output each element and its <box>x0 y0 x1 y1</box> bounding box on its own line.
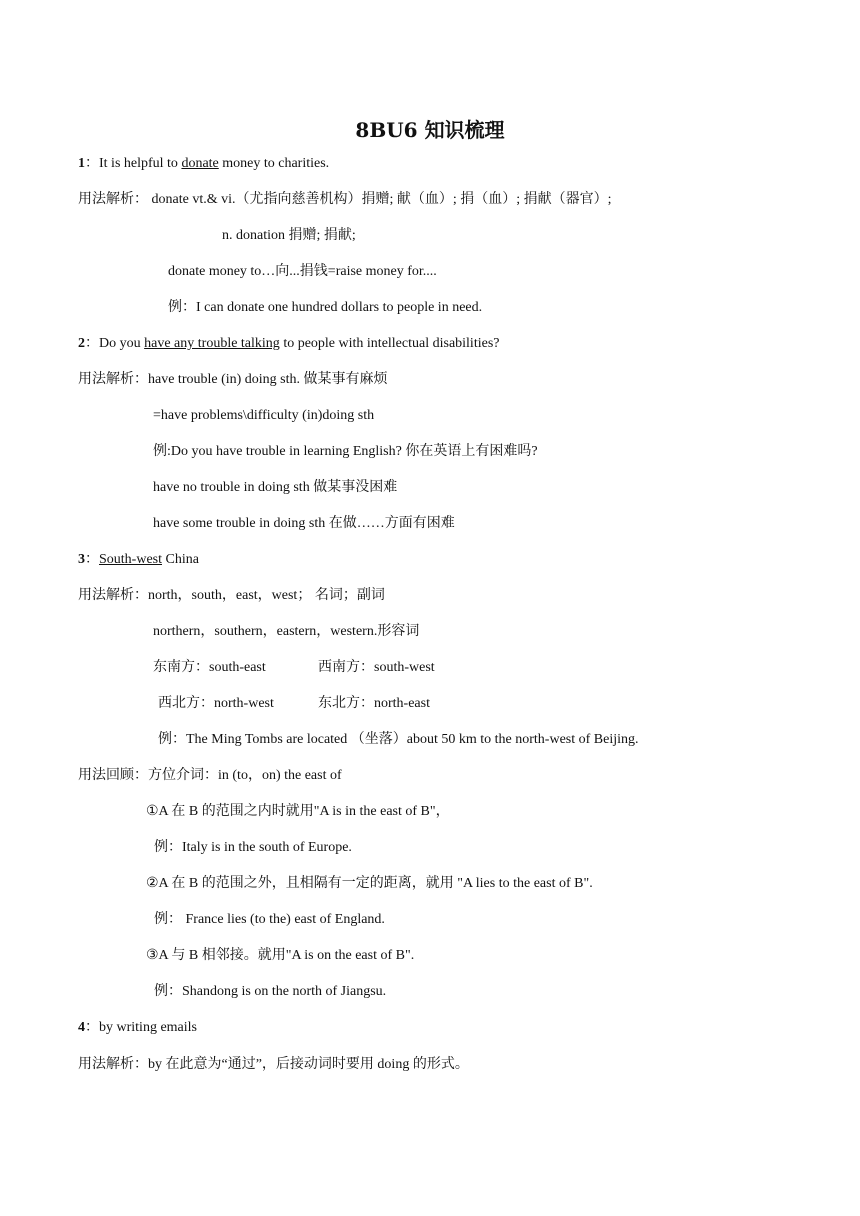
usage-line: 用法解析： donate vt.& vi.（尤指向慈善机构）捐赠; 献（血）; 捐（血）; 捐献（器官）; <box>78 192 612 207</box>
item-number: 1 <box>78 156 85 171</box>
sentence-pre: It is helpful to <box>99 156 182 171</box>
usage-line: have no trouble in doing sth 做某事没困难 <box>153 480 398 495</box>
usage-line: n. donation 捐赠; 捐献; <box>222 228 356 243</box>
underlined-phrase: South-west <box>99 552 162 567</box>
underlined-phrase: have any trouble talking <box>144 336 280 351</box>
item-sep: ： <box>85 552 99 567</box>
usage-line: northern，southern，eastern，western.形容词 <box>153 624 420 639</box>
usage-line: =have problems\difficulty (in)doing sth <box>153 408 375 423</box>
item-number: 4 <box>78 1020 85 1035</box>
example-line: 例： France lies (to the) east of England. <box>154 912 385 927</box>
rule-line: ③A 与 B 相邻接。就用"A is on the east of B". <box>146 948 415 963</box>
item-number: 2 <box>78 336 85 351</box>
direction-term: 西南方：south-west <box>318 660 435 675</box>
usage-line: 用法解析：have trouble (in) doing sth. 做某事有麻烦 <box>78 372 388 387</box>
item-3 <box>78 551 199 569</box>
item-1 <box>78 155 329 173</box>
sentence-post: China <box>162 552 199 567</box>
example-line: 例：Italy is in the south of Europe. <box>154 840 352 855</box>
direction-term: 东北方：north-east <box>318 696 430 711</box>
underlined-phrase: donate <box>181 156 219 171</box>
example-line: 例：I can donate one hundred dollars to people in need. <box>168 300 483 315</box>
item-sep: ： <box>85 156 99 171</box>
item-number: 3 <box>78 552 85 567</box>
sentence-post: money to charities. <box>218 156 330 171</box>
item-2 <box>78 335 499 353</box>
rule-line: ①A 在 B 的范围之内时就用"A is in the east of B"， <box>146 804 450 819</box>
direction-term: 西北方：north-west <box>158 696 274 711</box>
item-sep: ： <box>85 1020 99 1035</box>
review-line: 用法回顾：方位介词：in (to，on) the east of <box>78 768 342 783</box>
item-4 <box>78 1019 197 1037</box>
usage-line: 用法解析：north，south，east，west； 名词；副词 <box>78 588 385 603</box>
sentence-text: by writing emails <box>99 1020 197 1035</box>
sentence-post: to people with intellectual disabilities? <box>279 336 500 351</box>
item-sep: ： <box>85 336 99 351</box>
page-title: 8BU6 知识梳理 <box>355 118 505 142</box>
usage-line: have some trouble in doing sth 在做……方面有困难 <box>153 516 455 531</box>
rule-line: ②A 在 B 的范围之外，且相隔有一定的距离，就用 "A lies to the east of B". <box>146 876 593 891</box>
usage-line: 用法解析：by 在此意为“通过”，后接动词时要用 doing 的形式。 <box>78 1057 469 1072</box>
sentence-pre: Do you <box>99 336 145 351</box>
example-line: 例：The Ming Tombs are located （坐落）about 50 km to the north-west of Beijing. <box>158 732 639 747</box>
example-line: 例:Do you have trouble in learning English? 你在英语上有困难吗? <box>153 444 538 459</box>
direction-term: 东南方：south-east <box>153 660 266 675</box>
example-line: 例：Shandong is on the north of Jiangsu. <box>154 984 387 999</box>
usage-line: donate money to…向...捐钱=raise money for.... <box>168 264 437 279</box>
